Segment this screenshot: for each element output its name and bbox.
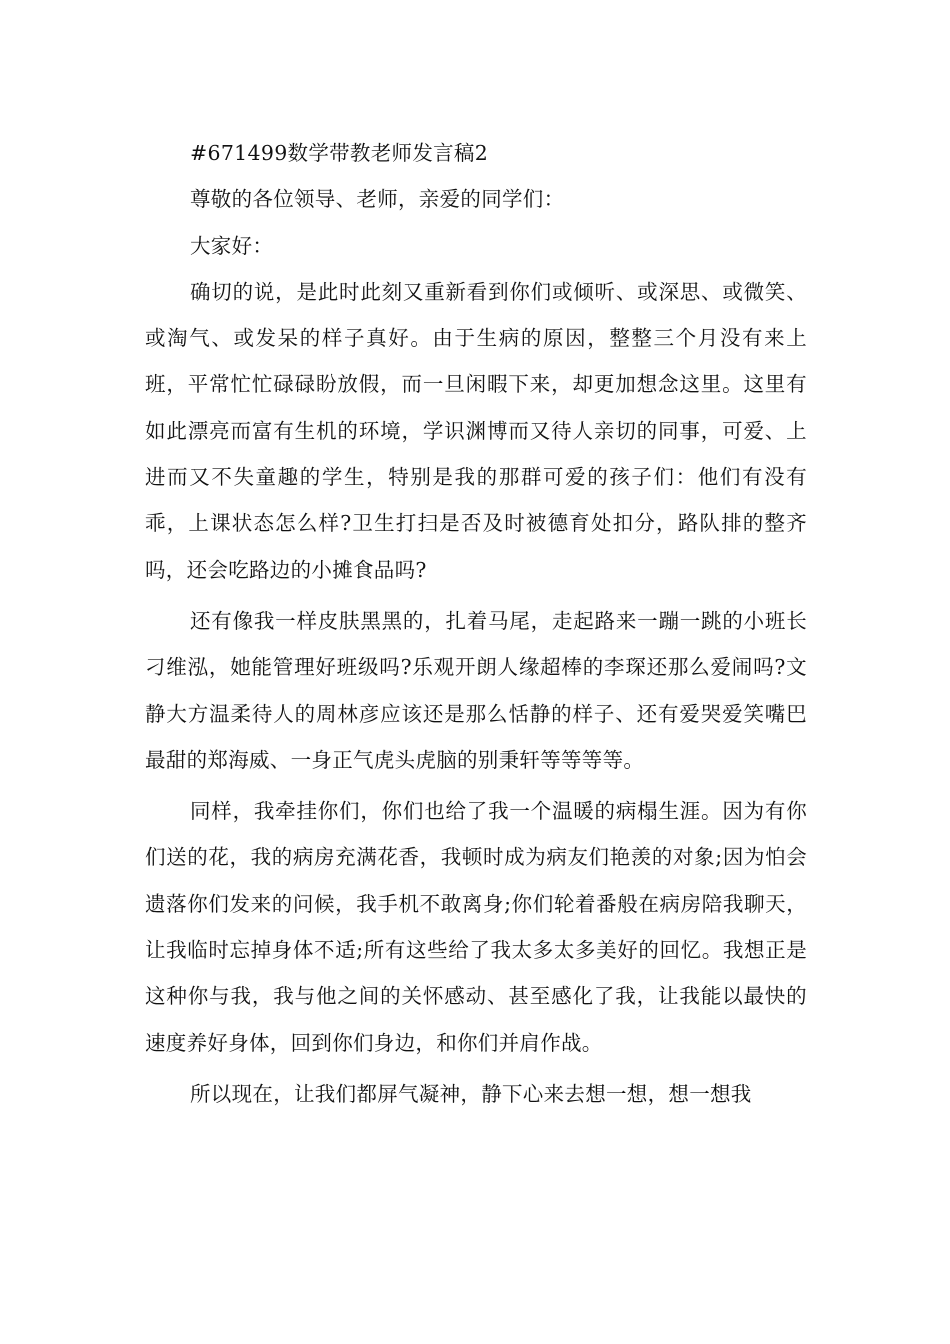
paragraph-4: 所以现在，让我们都屏气凝神，静下心来去想一想，想一想我	[190, 1081, 752, 1106]
paragraph-2: 还有像我一样皮肤黑黑的，扎着马尾，走起路来一蹦一跳的小班长刁维泓，她能管理好班级吗?乐观开朗人缘超棒的李琛还那么爱闹吗?文静大方温柔待人的周林彦应该还是那么恬静的样子、还有爱哭爱笑嘴巴最甜的郑海威、一身正气虎头虎脑的别秉轩等等等等。	[145, 608, 807, 772]
document-heading: #671499数学带教老师发言稿2	[190, 141, 489, 165]
greeting: 大家好：	[190, 233, 274, 258]
paragraph-3: 同样，我牵挂你们，你们也给了我一个温暖的病榻生涯。因为有你们送的花，我的病房充满花香，我顿时成为病友们艳羡的对象;因为怕会遗落你们发来的问候，我手机不敢离身;你们轮着番般在病房陪我聊天，让我临时忘掉身体不适;所有这些给了我太多太多美好的回忆。我想正是这种你与我，我与他之间的关怀感动、甚至感化了我，让我能以最快的速度养好身体，回到你们身边，和你们并肩作战。	[145, 799, 807, 1055]
paragraph-1: 确切的说，是此时此刻又重新看到你们或倾听、或深思、或微笑、或淘气、或发呆的样子真好。由于生病的原因，整整三个月没有来上班，平常忙忙碌碌盼放假，而一旦闲暇下来，却更加想念这里。这里有如此漂亮而富有生机的环境，学识渊博而又待人亲切的同事，可爱、上进而又不失童趣的学生，特别是我的那群可爱的孩子们：他们有没有乖，上课状态怎么样?卫生打扫是否及时被德育处扣分，路队排的整齐吗，还会吃路边的小摊食品吗?	[145, 279, 807, 582]
document-page	[145, 130, 807, 1117]
salutation: 尊敬的各位领导、老师，亲爱的同学们：	[190, 187, 565, 212]
